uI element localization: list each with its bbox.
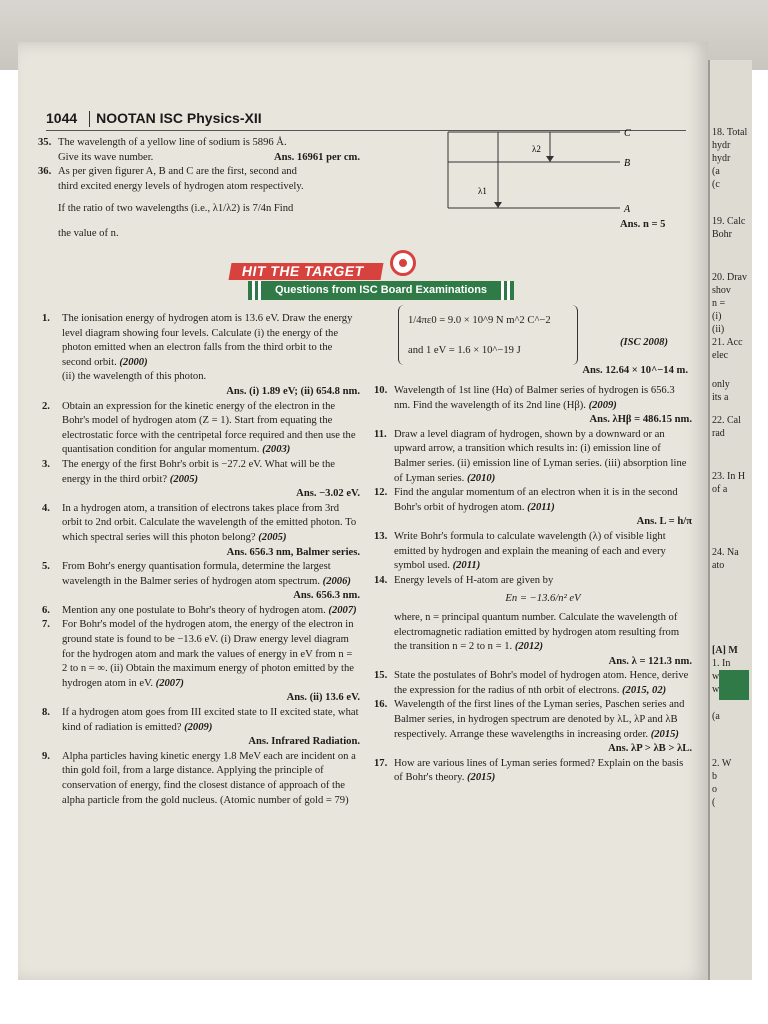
question-13: 13. Write Bohr's formula to calculate wavelength (λ) of visible light emitted by hydrogen and explain the meaning of each and every symbol used. (2011) (374, 530, 666, 572)
header-separator (89, 111, 90, 127)
question-2: 2. Obtain an expression for the kinetic energy of the electron in the Bohr's model of hydrogen atom (Z = 1). Start from equating the electrostatic force with the centripetal force required and then use the quantisation condition for angular momentum. (2003) (42, 400, 356, 456)
formula-year: (ISC 2008) (620, 337, 668, 348)
page-number: 1044 (46, 110, 78, 126)
question-7: 7. For Bohr's model of the hydrogen atom, the energy of the electron in ground state is found to be −13.6 eV. (i) Draw energy level diagram for the hydrogen atom and mark the values of energy in eV from n = 2 to n = ∞. (ii) Obtain the maximum energy of photon emitted by the hydrogen atom in eV. (2007) Ans. (ii) 13.6 eV. (42, 619, 360, 704)
right-column (374, 384, 692, 786)
band-stripe (258, 281, 261, 300)
book-title: NOOTAN ISC Physics-XII (96, 110, 262, 126)
formula-answer: Ans. 12.64 × 10^−14 m. (582, 365, 688, 376)
energy-formula: En = −13.6/n² eV (505, 593, 581, 605)
question-35: 35. The wavelength of a yellow line of sodium is 5896 Å. Give its wave number. Ans. 16961 per cm. (38, 137, 360, 163)
energy-level-diagram (440, 124, 680, 214)
top-questions (38, 136, 360, 242)
band-stripe (252, 281, 255, 300)
question-14: 14. Energy levels of H-atom are given by En = −13.6/n² eV where, n = principal quantum number. Calculate the wavelength of electromagnetic radiation emitted by hydrogen atom resulting from the transition n = 2 to n = 1. (2012) Ans. λ = 121.3 nm. (374, 574, 692, 667)
next-page-green-band (719, 670, 749, 700)
band-stripe (507, 281, 510, 300)
question-3: 3. The energy of the first Bohr's orbit is −27.2 eV. What will be the energy in the third orbit? (2005) Ans. −3.02 eV. (42, 458, 360, 500)
background-bottom (0, 980, 768, 1024)
lambda1-label: λ1 (478, 186, 487, 196)
question-1: 1. The ionisation energy of hydrogen atom is 13.6 eV. Draw the energy level diagram showing four levels. Calculate (i) the energy of the photon emitted when an electron falls from the third orbit to the second orbit. (2000) (ii) the wavelength of this photon. Ans. (i) 1.89 eV; (ii) 654.8 nm. (42, 313, 360, 397)
formula-line-2: and 1 eV = 1.6 × 10^−19 J (408, 345, 521, 356)
level-b-label: B (624, 158, 631, 169)
answer-36: Ans. n = 5 (620, 219, 666, 230)
question-15: 15. State the postulates of Bohr's model of hydrogen atom. Hence, derive the expression for the radius of nth orbit of electrons. (2015, 02) (374, 670, 689, 696)
band-stripe (501, 281, 504, 300)
question-5: 5. From Bohr's energy quantisation formula, determine the largest wavelength in the Balmer series of hydrogen atom spectrum. (2006) Ans. 656.3 nm. (42, 561, 360, 602)
section-title: HIT THE TARGET (229, 263, 384, 280)
question-9: 9. Alpha particles having kinetic energy 1.8 MeV each are incident on a thin gold foil, from a large distance. Applying the principle of conservation of energy, find the closest distance of approach of the alpha particle from the gold nucleus. (Atomic number of gold = 79) (42, 750, 356, 806)
question-4: 4. In a hydrogen atom, a transition of electrons takes place from 3rd orbit to 2nd orbit. Calculate the wavelength of the emitted photon. To which spectral series will this photon belong? (2005) Ans. 656.3 nm, Balmer series. (42, 502, 360, 558)
level-a-label: A (624, 204, 631, 214)
question-6: 6. Mention any one postulate to Bohr's theory of hydrogen atom. (2007) (42, 604, 357, 616)
formula-line-1: 1/4πε0 = 9.0 × 10^9 N m^2 C^−2 (408, 315, 551, 326)
question-8: 8. If a hydrogen atom goes from III excited state to II excited state, what kind of radiation is emitted? (2009) Ans. Infrared Radiation. (42, 707, 360, 748)
question-12: 12. Find the angular momentum of an electron when it is in the second Bohr's orbit of hydrogen atom. (2011) Ans. L = h/π (374, 487, 692, 528)
question-16: 16. Wavelength of the first lines of the Lyman series, Paschen series and Balmer series, in hydrogen spectrum are denoted by λL, λP and λB respectively. Arrange these wavelengths in increasing order. (2015) Ans. λP > λB > λL. (374, 699, 692, 755)
level-c-label: C (624, 128, 631, 139)
section-subtitle: Questions from ISC Board Examinations (274, 284, 488, 296)
question-11: 11. Draw a level diagram of hydrogen, shown by a downward or an upward arrow, a transition which results in: (i) emission line of Balmer series. (ii) emission line of Lyman series. (iii) absorption line of Lyman series. (2010) (374, 428, 687, 484)
target-icon (390, 250, 416, 276)
left-column (42, 312, 360, 808)
section-subtitle-band (248, 281, 514, 300)
next-page-text: 18. Total hydr hydr (a (c 19. Calc Bohr 20. Drav shov n = (i) (ii) 21. Acc elec only its a 22. Cal rad 23. In H of a 24. Na ato [A] M 1. In w w (a 2. W b o ( (712, 127, 748, 808)
question-10: 10. Wavelength of 1st line (Hα) of Balmer series of hydrogen is 656.3 nm. Find the wavelength of its 2nd line (Hβ). (2009) Ans. λHβ = 486.15 nm. (374, 385, 692, 426)
question-36: 36. As per given figurer A, B and C are the first, second and third excited energy levels of hydrogen atom respectively. If the ratio of two wavelengths (i.e., λ1/λ2) is 7/4n Find the value of n. (38, 166, 304, 239)
lambda2-label: λ2 (532, 144, 541, 154)
question-17: 17. How are various lines of Lyman series formed? Explain on the basis of Bohr's theory. (2015) (374, 757, 684, 784)
